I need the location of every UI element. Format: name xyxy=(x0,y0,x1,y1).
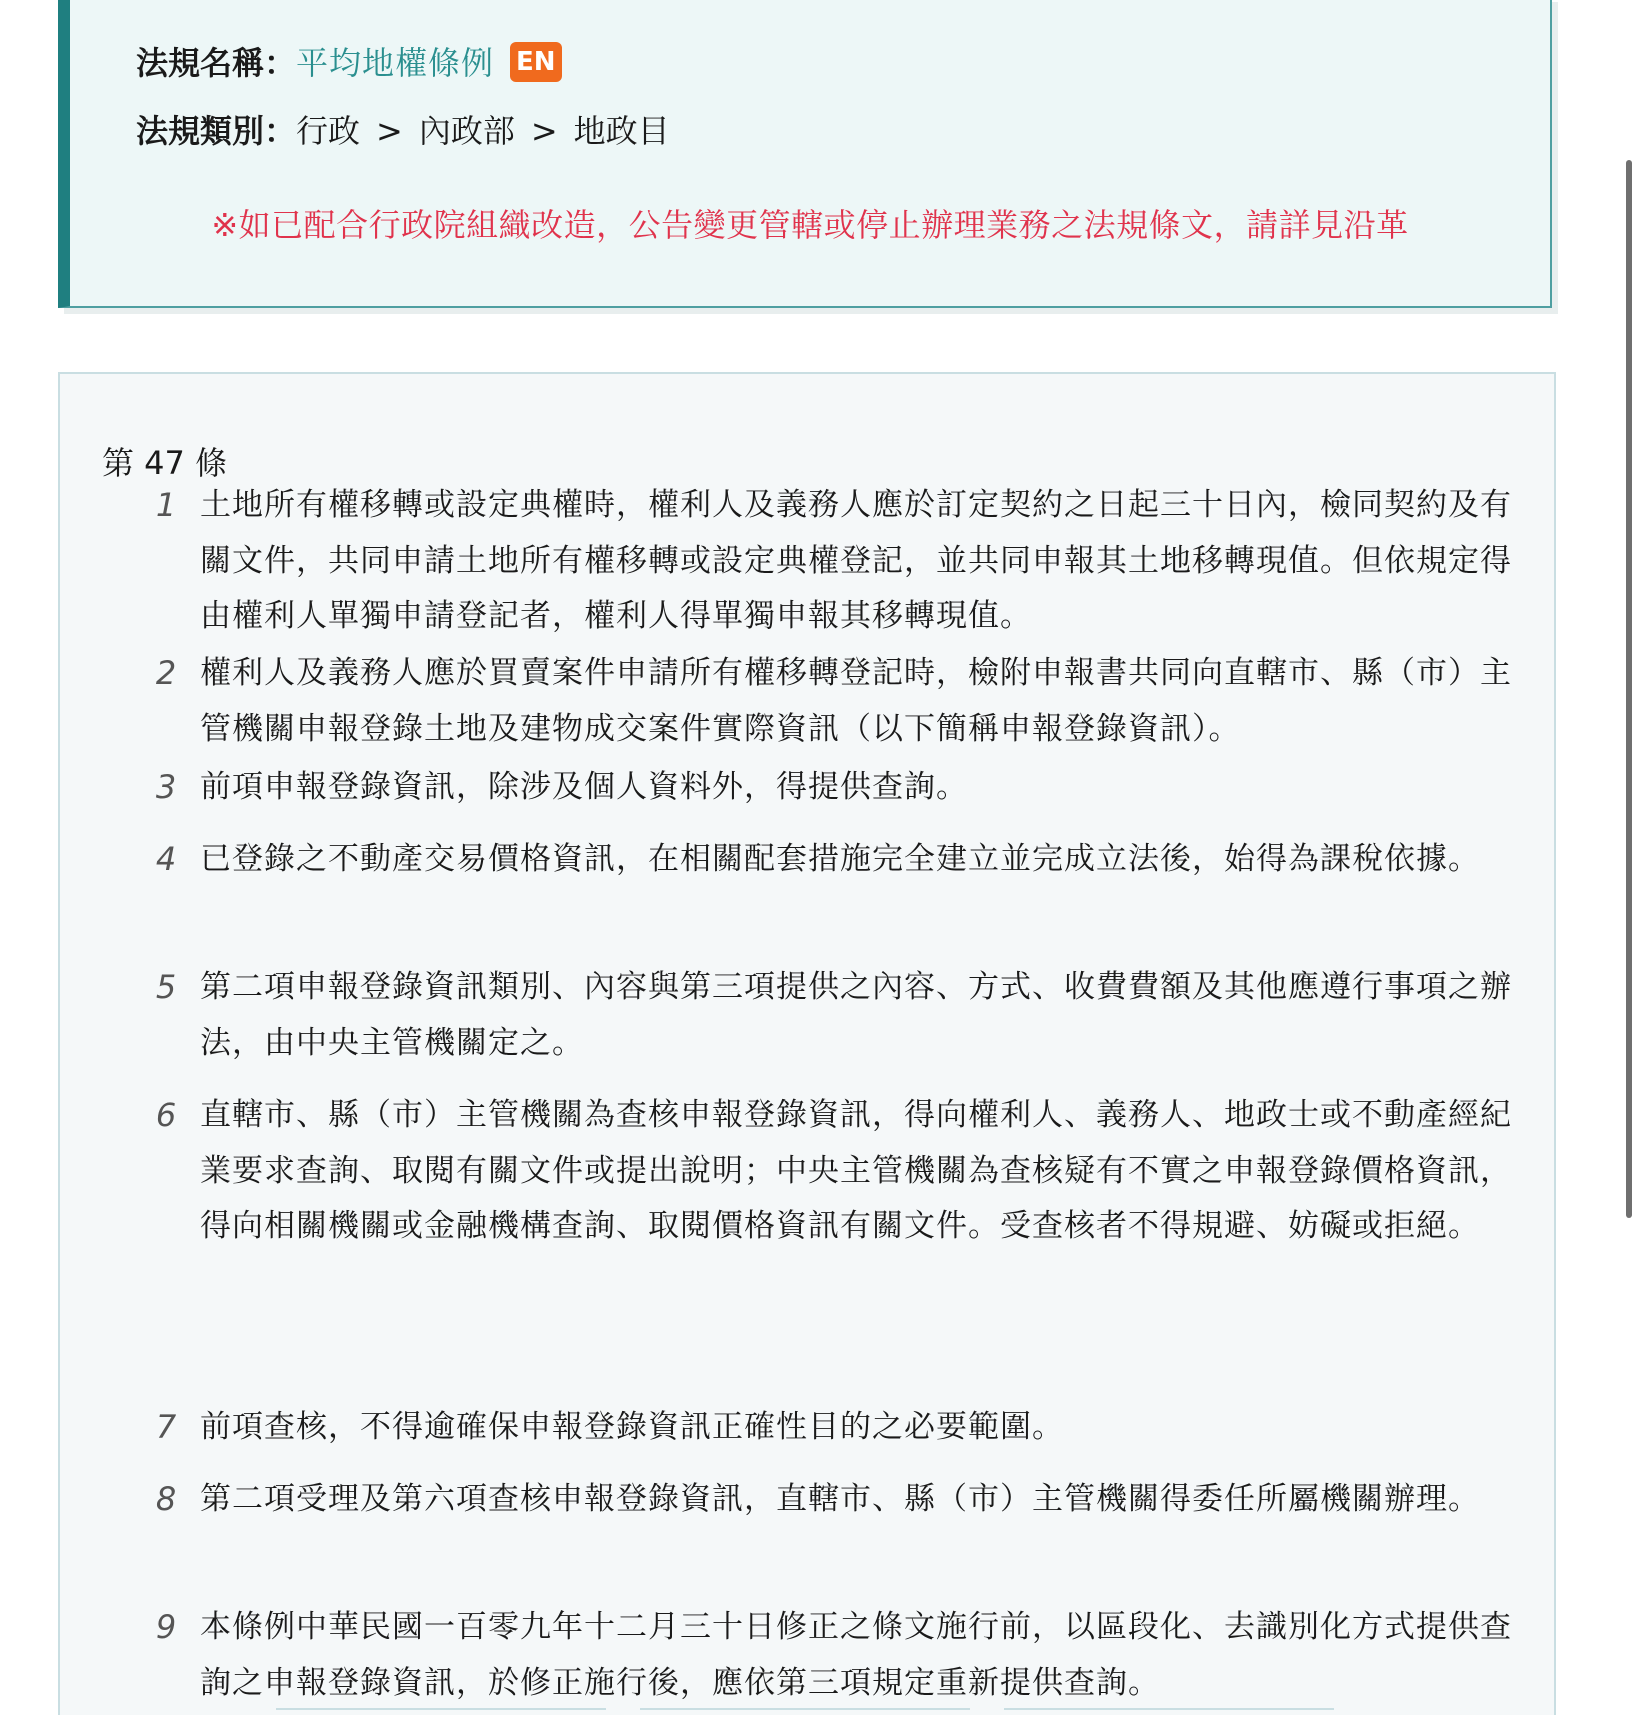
law-name-link[interactable]: 平均地權條例 xyxy=(296,44,495,82)
paragraph-text: 前項申報登錄資訊，除涉及個人資料外，得提供查詢。 xyxy=(200,769,968,805)
law-category-label: 法規類別： xyxy=(136,112,297,150)
paragraph-text: 權利人及義務人應於買賣案件申請所有權移轉登記時，檢附申報書共同向直轄市、縣（市）主管機關申報登錄土地及建物成交案件實際資訊（以下簡稱申報登錄資訊）。 xyxy=(200,655,1512,747)
bottom-button-edge[interactable] xyxy=(1004,1708,1334,1715)
paragraph-number: 7 xyxy=(155,1408,177,1446)
paragraph-text: 前項查核，不得逾確保申報登錄資訊正確性目的之必要範圍。 xyxy=(200,1409,1064,1445)
paragraph-text: 直轄市、縣（市）主管機關為查核申報登錄資訊，得向權利人、義務人、地政士或不動產經紀業要求查詢、取閱有關文件或提出說明；中央主管機關為查核疑有不實之申報登錄價格資訊，得向相關機關或金融機構查詢、取閱價格資訊有關文件。受查核者不得規避、妨礙或拒絕。 xyxy=(200,1097,1512,1244)
paragraph-number: 1 xyxy=(155,486,177,524)
law-info-panel xyxy=(58,0,1552,308)
bottom-button-edge[interactable] xyxy=(640,1708,970,1715)
article-box xyxy=(58,372,1556,1715)
category-item: 地政目 xyxy=(573,112,670,150)
paragraph-number: 3 xyxy=(155,768,177,806)
category-item: 內政部 xyxy=(418,112,515,150)
paragraph-text: 已登錄之不動產交易價格資訊，在相關配套措施完全建立並完成立法後，始得為課稅依據。 xyxy=(200,841,1480,877)
law-name-row xyxy=(136,38,562,85)
paragraph-number: 9 xyxy=(155,1608,177,1646)
paragraph-number: 2 xyxy=(155,654,177,692)
law-name-label: 法規名稱： xyxy=(136,44,297,82)
paragraph-number: 8 xyxy=(155,1480,177,1518)
paragraph-number: 4 xyxy=(155,840,177,878)
reorganization-notice: ※如已配合行政院組織改造，公告變更管轄或停止辦理業務之法規條文，請詳見沿革 xyxy=(211,206,1409,244)
article-title: 第 47 條 xyxy=(102,444,228,482)
category-separator: > xyxy=(376,112,403,150)
paragraph-number: 6 xyxy=(155,1096,177,1134)
english-version-button[interactable]: EN xyxy=(510,42,562,82)
paragraph-text: 土地所有權移轉或設定典權時，權利人及義務人應於訂定契約之日起三十日內，檢同契約及有關文件，共同申請土地所有權移轉或設定典權登記，並共同申報其土地移轉現值。但依規定得由權利人單獨申請登記者，權利人得單獨申報其移轉現值。 xyxy=(200,487,1512,634)
bottom-button-edge[interactable] xyxy=(276,1708,606,1715)
category-item: 行政 xyxy=(296,112,361,150)
category-separator: > xyxy=(530,112,558,150)
paragraph-text: 第二項受理及第六項查核申報登錄資訊，直轄市、縣（市）主管機關得委任所屬機關辦理。 xyxy=(200,1481,1480,1517)
law-category-row xyxy=(136,106,670,152)
paragraph-number: 5 xyxy=(155,968,177,1006)
scrollbar-thumb[interactable] xyxy=(1626,160,1632,1218)
paragraph-text: 本條例中華民國一百零九年十二月三十日修正之條文施行前，以區段化、去識別化方式提供查詢之申報登錄資訊，於修正施行後，應依第三項規定重新提供查詢。 xyxy=(200,1609,1512,1701)
paragraph-text: 第二項申報登錄資訊類別、內容與第三項提供之內容、方式、收費費額及其他應遵行事項之辦法，由中央主管機關定之。 xyxy=(200,969,1512,1061)
